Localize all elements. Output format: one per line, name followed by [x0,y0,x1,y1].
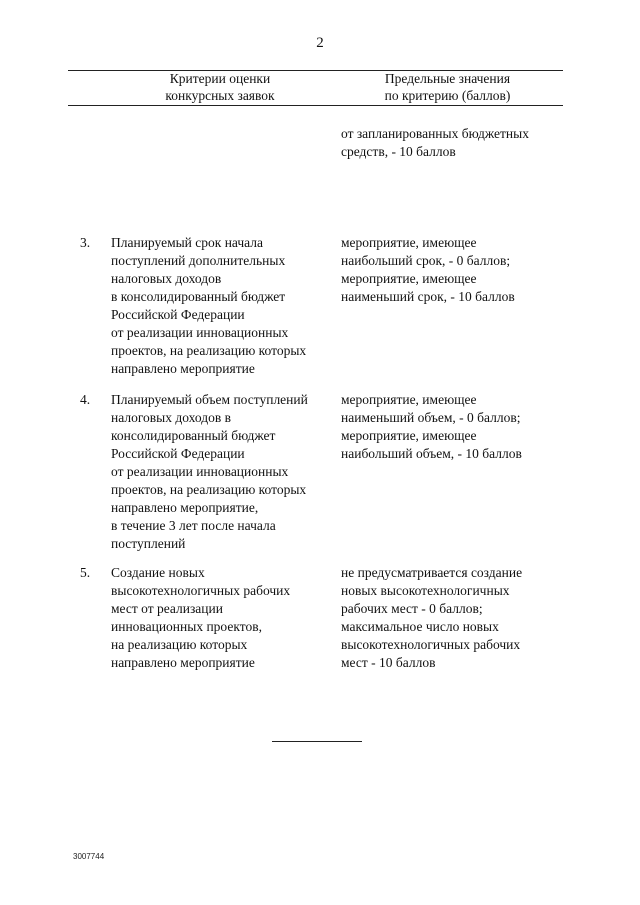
row-criteria [111,564,336,672]
continued-value-text [341,125,566,161]
text-line: высокотехнологичных рабочих [341,637,521,652]
table-header-bottom-rule [68,105,563,106]
text-line: от реализации инновационных [111,325,289,340]
text-line: Планируемый срок начала [111,235,264,250]
text-line: поступлений [111,536,186,551]
text-line: не предусматривается создание [341,565,523,580]
text-line: на реализацию которых [111,637,248,652]
text-line: средств, - 10 баллов [341,144,456,159]
text-line: мероприятие, имеющее [341,271,477,286]
text-line: максимальное число новых [341,619,499,634]
text-line: направлено мероприятие [111,655,255,670]
text-line: Планируемый объем поступлений [111,392,308,407]
row-value [341,564,566,672]
row-criteria [111,234,336,378]
text-line: рабочих мест - 0 баллов; [341,601,483,616]
text-line: наименьший объем, - 0 баллов; [341,410,521,425]
row-number: 5. [80,565,91,580]
text-line: проектов, на реализацию которых [111,343,307,358]
end-of-document-rule [272,741,362,742]
text-line: наибольший объем, - 10 баллов [341,446,522,461]
text-line: в течение 3 лет после начала [111,518,276,533]
row-number: 3. [80,235,91,250]
row-criteria [111,391,336,553]
text-line: от реализации инновационных [111,464,289,479]
page-number: 2 [316,35,324,51]
text-line: новых высокотехнологичных [341,583,510,598]
text-line: высокотехнологичных рабочих [111,583,291,598]
values-column-header [345,70,550,104]
text-line: мест от реализации [111,601,223,616]
text-line: Российской Федерации [111,307,245,322]
text-line: консолидированный бюджет [111,428,276,443]
text-line: наименьший срок, - 10 баллов [341,289,515,304]
document-code: 3007744 [73,852,105,861]
text-line: Российской Федерации [111,446,245,461]
text-line: направлено мероприятие, [111,500,259,515]
criteria-header-line: конкурсных заявок [165,88,275,103]
text-line: налоговых доходов в [111,410,231,425]
text-line: поступлений дополнительных [111,253,286,268]
text-line: Создание новых [111,565,205,580]
text-line: налоговых доходов [111,271,222,286]
criteria-header-line: Критерии оценки [169,71,271,86]
row-number: 4. [80,392,91,407]
values-header-line: Предельные значения [384,71,511,86]
criteria-column-header [120,70,320,104]
text-line: мест - 10 баллов [341,655,436,670]
text-line: инновационных проектов, [111,619,262,634]
text-line: от запланированных бюджетных [341,126,529,141]
text-line: наибольший срок, - 0 баллов; [341,253,511,268]
row-value [341,234,566,306]
text-line: в консолидированный бюджет [111,289,286,304]
text-line: мероприятие, имеющее [341,392,477,407]
values-header-line: по критерию (баллов) [384,88,511,103]
text-line: направлено мероприятие [111,361,255,376]
text-line: проектов, на реализацию которых [111,482,307,497]
text-line: мероприятие, имеющее [341,235,477,250]
row-value [341,391,566,463]
text-line: мероприятие, имеющее [341,428,477,443]
